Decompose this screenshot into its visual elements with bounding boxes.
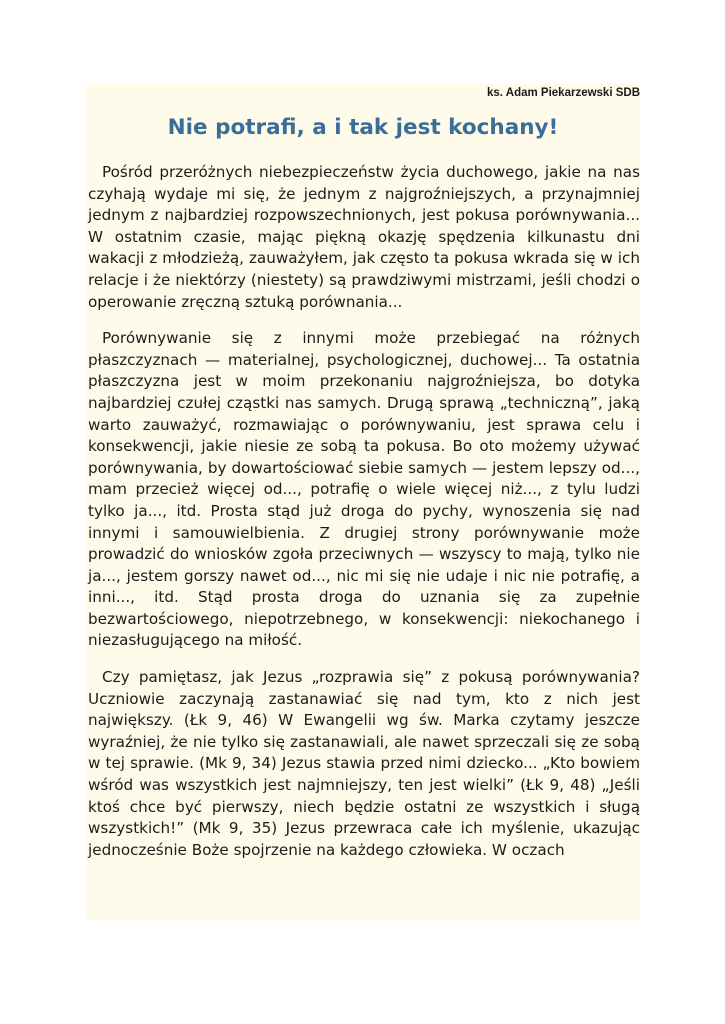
page-title: Nie potrafi, a i tak jest kochany! [167,115,559,140]
paragraph-2: Porównywanie się z innymi może przebiegać na różnych płaszczyznach — materialnej, psychologicznej, duchowej... Ta ostatnia płaszczyzna jest w moim przekonaniu najgroźniejsza, bo dotyka najbardziej czułej cząstki nas samych. Drugą sprawą „techniczną”, jaką warto zauważyć, rozmawiając o porównywaniu, jest sprawa celu i konsekwencji, jakie niesie ze sobą ta pokusa. Bo oto możemy używać porównywania, by dowartościować siebie samych — jestem lepszy od..., mam przecież więcej od..., potrafię o wiele więcej niż..., z tylu ludzi tylko ja..., itd. Prosta stąd już droga do pychy, wynoszenia się nad innymi i samouwielbienia. Z drugiej strony porównywanie może prowadzić do wniosków zgoła przeciwnych — wszyscy to mają, tylko nie ja..., jestem gorszy nawet od..., nic mi się nie udaje i nic nie potrafię, a inni..., itd. Stąd prosta droga do uznania się za zupełnie bezwartościowego, niepotrzebnego, w konsekwencji: niekochanego i niezasługującego na miłość. [88,329,640,650]
author-line: ks. Adam Piekarzewski SDB [487,87,640,99]
article-body [88,162,640,876]
paragraph-1: Pośród przeróżnych niebezpieczeństw życia duchowego, jakie na nas czyhają wydaje mi się, że jednym z najgroźniejszych, a przynajmniej jednym z najbardziej rozpowszechnionych, jest pokusa porównywania... W ostatnim czasie, mając piękną okazję spędzenia kilkunastu dni wakacji z młodzieżą, zauważyłem, jak często ta pokusa wkrada się w ich relacje i że niektórzy (niestety) są prawdziwymi mistrzami, jeśli chodzi o operowanie zręczną sztuką porównania... [88,163,640,311]
paragraph-3: Czy pamiętasz, jak Jezus „rozprawia się” z pokusą porównywania? Uczniowie zaczynają zastanawiać się nad tym, kto z nich jest największy. (Łk 9, 46) W Ewangelii wg św. Marka czytamy jeszcze wyraźniej, że nie tylko się zastanawiali, ale nawet sprzeczali się ze sobą w tej sprawie. (Mk 9, 34) Jezus stawia przed nimi dziecko... „Kto bowiem wśród was wszystkich jest najmniejszy, ten jest wielki” (Łk 9, 48) „Jeśli ktoś chce być pierwszy, niech będzie ostatni ze wszystkich i sługą wszystkich!” (Mk 9, 35) Jezus przewraca całe ich myślenie, ukazując jednocześnie Boże spojrzenie na każdego człowieka. W oczach [88,668,640,859]
document-page [86,84,640,920]
